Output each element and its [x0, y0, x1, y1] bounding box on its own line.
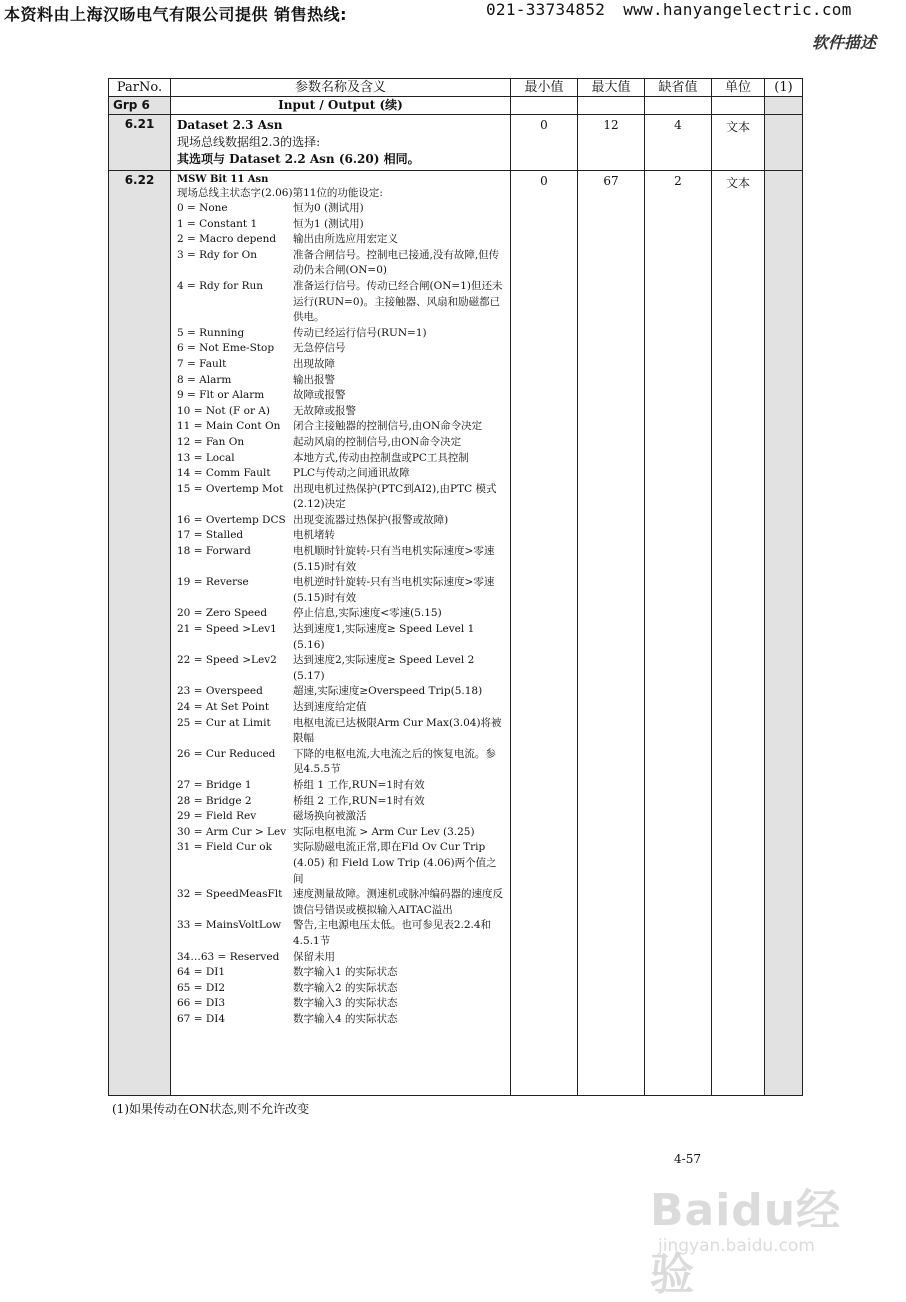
- list-item: [177, 341, 506, 357]
- option-meaning: 电枢电流已达极限Arm Cur Max(3.04)将被限幅: [293, 716, 502, 745]
- option-meaning: 本地方式,传动由控制盘或PC工具控制: [293, 451, 469, 464]
- list-item: [177, 918, 506, 949]
- unit-value: 文本: [712, 115, 765, 171]
- list-item: [177, 950, 506, 966]
- option-meaning: 闭合主接触器的控制信号,由ON命令决定: [293, 420, 483, 433]
- option-code: 26 = Cur Reduced: [177, 747, 276, 760]
- parameter-table: [108, 78, 803, 1096]
- option-code: 64 = DI1: [177, 966, 226, 979]
- option-meaning: 保留未用: [293, 950, 335, 963]
- option-code: 32 = SpeedMeasFlt: [177, 888, 283, 901]
- contact-line: [486, 0, 870, 19]
- table-row: [109, 115, 803, 171]
- min-value: 0: [511, 171, 578, 1096]
- list-item: [177, 825, 506, 841]
- option-meaning: 达到速度1,实际速度≥ Speed Level 1 (5.16): [293, 623, 475, 651]
- list-item: [177, 232, 506, 248]
- max-value: 67: [578, 171, 645, 1096]
- list-item: [177, 217, 506, 233]
- option-code: 22 = Speed >Lev2: [177, 654, 277, 667]
- list-item: [177, 357, 506, 373]
- list-item: [177, 996, 506, 1012]
- option-code: 33 = MainsVoltLow: [177, 919, 282, 932]
- option-meaning: 数字输入2 的实际状态: [293, 981, 398, 994]
- option-meaning: PLC与传动之间通讯故障: [293, 467, 410, 480]
- parno-6-22: 6.22: [109, 171, 171, 1096]
- list-item: [177, 1012, 506, 1028]
- option-meaning: 电机逆时针旋转-只有当电机实际速度>零速(5.15)时有效: [293, 576, 495, 604]
- list-item: [177, 404, 506, 420]
- option-meaning: 无急停信号: [293, 342, 346, 355]
- option-code: 17 = Stalled: [177, 529, 244, 542]
- list-item: [177, 451, 506, 467]
- option-code: 14 = Comm Fault: [177, 467, 271, 480]
- option-meaning: 故障或报警: [293, 389, 346, 402]
- list-item: [177, 622, 506, 653]
- page-header: [0, 0, 906, 26]
- col-min: 最小值: [511, 79, 578, 97]
- table-row: [109, 171, 803, 1096]
- option-meaning: 桥组 1 工作,RUN=1时有效: [293, 778, 425, 791]
- list-item: [177, 840, 506, 887]
- param-desc-2: 其选项与 Dataset 2.2 Asn (6.20) 相同。: [177, 152, 420, 166]
- option-meaning: 桥组 2 工作,RUN=1时有效: [293, 794, 425, 807]
- option-code: 34…63 = Reserved: [177, 950, 280, 963]
- watermark-logo: Baidu经验: [650, 1185, 842, 1300]
- option-code: 5 = Running: [177, 326, 245, 339]
- option-meaning: 下降的电枢电流,大电流之后的恢复电流。参见4.5.5节: [293, 747, 496, 776]
- option-code: 28 = Bridge 2: [177, 794, 252, 807]
- option-code: 21 = Speed >Lev1: [177, 623, 277, 636]
- option-code: 7 = Fault: [177, 357, 227, 370]
- col-unit: 单位: [712, 79, 765, 97]
- list-item: [177, 466, 506, 482]
- option-code: 10 = Not (F or A): [177, 404, 270, 417]
- list-item: [177, 482, 506, 513]
- option-code: 65 = DI2: [177, 981, 226, 994]
- page-number: 4-57: [674, 1152, 701, 1166]
- option-meaning: 速度测量故障。测速机或脉冲编码器的速度反馈信号错误或模拟输入AITAC溢出: [293, 888, 503, 916]
- option-meaning: 出现变流器过热保护(报警或故障): [293, 513, 449, 526]
- option-code: 3 = Rdy for On: [177, 248, 257, 261]
- option-code: 20 = Zero Speed: [177, 607, 268, 620]
- option-code: 12 = Fan On: [177, 435, 245, 448]
- group-id: Grp 6: [109, 97, 171, 115]
- option-meaning: 数字输入4 的实际状态: [293, 1012, 398, 1025]
- param-desc: 现场总线主状态字(2.06)第11位的功能设定:: [177, 187, 383, 199]
- col-default: 缺省值: [645, 79, 712, 97]
- min-value: 0: [511, 115, 578, 171]
- option-code: 27 = Bridge 1: [177, 778, 252, 791]
- param-desc: 现场总线数据组2.3的选择:: [177, 135, 321, 149]
- list-item: [177, 279, 506, 326]
- option-code: 16 = Overtemp DCS: [177, 513, 286, 526]
- footnote: (1)如果传动在ON状态,则不允许改变: [112, 1102, 310, 1116]
- option-meaning: 电机顺时针旋转-只有当电机实际速度>零速(5.15)时有效: [293, 545, 495, 573]
- option-meaning: 达到速度给定值: [293, 701, 367, 713]
- list-item: [177, 794, 506, 810]
- option-meaning: 超速,实际速度≥Overspeed Trip(5.18): [293, 685, 483, 698]
- list-item: [177, 544, 506, 575]
- list-item: [177, 248, 506, 279]
- col-note: (1): [765, 79, 803, 97]
- option-meaning: 电机堵转: [293, 529, 335, 542]
- option-meaning: 输出报警: [293, 373, 335, 386]
- option-code: 0 = None: [177, 202, 228, 214]
- list-item: [177, 435, 506, 451]
- option-code: 25 = Cur at Limit: [177, 716, 271, 729]
- option-code: 9 = Flt or Alarm: [177, 389, 265, 402]
- list-item: [177, 684, 506, 700]
- option-meaning: 停止信息,实际速度<零速(5.15): [293, 607, 442, 620]
- option-meaning: 无故障或报警: [293, 404, 356, 417]
- option-meaning: 恒为1 (测试用): [293, 217, 364, 230]
- group-row: [109, 97, 803, 115]
- default-value: 2: [645, 171, 712, 1096]
- option-code: 6 = Not Eme-Stop: [177, 342, 275, 355]
- list-item: [177, 419, 506, 435]
- watermark: [640, 1160, 880, 1300]
- option-meaning: 起动风扇的控制信号,由ON命令决定: [293, 435, 462, 448]
- col-name: 参数名称及含义: [171, 79, 511, 97]
- list-item: [177, 201, 506, 217]
- option-meaning: 出现故障: [293, 357, 335, 370]
- list-item: [177, 716, 506, 747]
- option-code: 2 = Macro depend: [177, 233, 277, 246]
- option-meaning: 准备合闸信号。控制电已接通,没有故障,但传动仍未合闸(ON=0): [293, 248, 500, 277]
- website-url: www.hanyangelectric.com: [623, 0, 852, 19]
- option-meaning: 恒为0 (测试用): [293, 202, 364, 214]
- list-item: [177, 373, 506, 389]
- param-description: [171, 171, 511, 1096]
- option-code: 4 = Rdy for Run: [177, 279, 264, 292]
- option-code: 29 = Field Rev: [177, 810, 257, 823]
- default-value: 4: [645, 115, 712, 171]
- option-code: 66 = DI3: [177, 997, 226, 1010]
- option-code: 1 = Constant 1: [177, 217, 258, 230]
- list-item: [177, 778, 506, 794]
- section-title: 软件描述: [811, 33, 876, 52]
- option-code: 67 = DI4: [177, 1012, 226, 1025]
- parno-6-21: 6.21: [109, 115, 171, 171]
- list-item: [177, 575, 506, 606]
- list-item: [177, 700, 506, 716]
- param-title: MSW Bit 11 Asn: [177, 174, 269, 185]
- col-max: 最大值: [578, 79, 645, 97]
- list-item: [177, 606, 506, 622]
- option-meaning: 磁场换向被激活: [293, 810, 367, 823]
- option-meaning: 出现电机过热保护(PTC到AI2),由PTC 模式(2.12)决定: [293, 482, 497, 511]
- list-item: [177, 809, 506, 825]
- max-value: 12: [578, 115, 645, 171]
- option-code: 19 = Reverse: [177, 576, 249, 589]
- list-item: [177, 528, 506, 544]
- list-item: [177, 887, 506, 918]
- option-meaning: 数字输入1 的实际状态: [293, 966, 398, 979]
- col-parno: ParNo.: [109, 79, 171, 97]
- option-code: 8 = Alarm: [177, 373, 232, 386]
- option-code: 23 = Overspeed: [177, 685, 263, 698]
- option-meaning: 警告,主电源电压太低。也可参见表2.2.4和4.5.1节: [293, 919, 492, 947]
- option-code: 30 = Arm Cur > Lev: [177, 825, 287, 838]
- option-code: 24 = At Set Point: [177, 701, 270, 713]
- option-meaning: 实际励磁电流正常,即在Fld Ov Cur Trip (4.05) 和 Field Low Trip (4.06)两个值之间: [293, 841, 497, 885]
- company-notice: 本资料由上海汉旸电气有限公司提供 销售热线:: [4, 5, 347, 24]
- option-code: 18 = Forward: [177, 545, 251, 558]
- option-meaning: 达到速度2,实际速度≥ Speed Level 2 (5.17): [293, 654, 475, 682]
- option-code: 13 = Local: [177, 451, 235, 464]
- list-item: [177, 747, 506, 778]
- list-item: [177, 965, 506, 981]
- param-title: Dataset 2.3 Asn: [177, 118, 283, 132]
- table-header-row: [109, 79, 803, 97]
- list-item: [177, 981, 506, 997]
- list-item: [177, 388, 506, 404]
- option-meaning: 准备运行信号。传动已经合闸(ON=1)但还未运行(RUN=0)。主接触器、风扇和励磁都已供电。: [293, 279, 503, 324]
- option-meaning: 输出由所选应用宏定义: [293, 233, 398, 246]
- watermark-url: jingyan.baidu.com: [658, 1236, 815, 1256]
- option-code: 15 = Overtemp Mot: [177, 482, 284, 495]
- option-list: [177, 201, 506, 1027]
- list-item: [177, 513, 506, 529]
- option-code: 31 = Field Cur ok: [177, 841, 272, 854]
- phone-number: 021-33734852: [486, 0, 606, 19]
- list-item: [177, 326, 506, 342]
- param-description: [171, 115, 511, 171]
- option-meaning: 传动已经运行信号(RUN=1): [293, 326, 427, 339]
- option-meaning: 实际电枢电流 > Arm Cur Lev (3.25): [293, 825, 475, 838]
- unit-value: 文本: [712, 171, 765, 1096]
- list-item: [177, 653, 506, 684]
- group-title: Input / Output (续): [171, 97, 511, 115]
- option-code: 11 = Main Cont On: [177, 420, 281, 433]
- option-meaning: 数字输入3 的实际状态: [293, 997, 398, 1010]
